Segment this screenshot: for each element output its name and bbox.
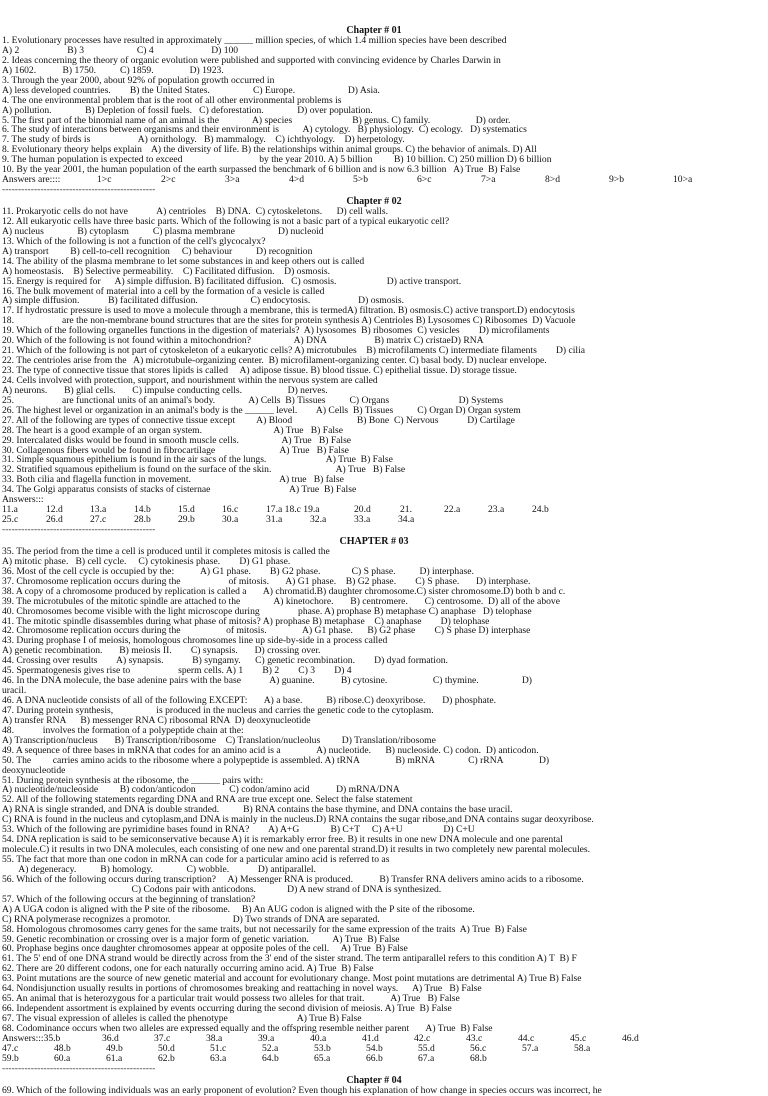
answer-entry: 49.b <box>106 1042 123 1054</box>
question-line: A) neurons. B) glial cells. C) impulse conducting cells. D) nerves. <box>2 384 328 396</box>
question-line: 15. Energy is required for A) simple diffusion. B) facilitated diffusion. C) osmosis. D) active transport. <box>2 275 462 287</box>
question-line: A) mitotic phase. B) cell cycle. C) cytokinesis phase. D) G1 phase. <box>2 555 291 567</box>
answer-entry: 62.b <box>158 1052 175 1064</box>
answer-entry: 1>c <box>97 174 112 186</box>
answer-entry: 44.c <box>518 1032 535 1044</box>
chapter-title: CHAPTER # 03 <box>339 535 409 547</box>
question-line: 68. Codominance occurs when two alleles are expressed equally and the offspring resemble neither parent A) True B) False <box>2 1022 493 1034</box>
answer-entry: 22.a <box>444 504 461 516</box>
question-line: 63. Point mutations are the source of new genetic material and account for evolutionary change. Most point mutations are detrimental A) True B) False <box>2 973 582 985</box>
question-line: 24. Cells involved with protection, support, and nourishment within the nervous system are called <box>2 374 378 386</box>
answer-entry: 13.a <box>90 504 107 516</box>
question-line: A) 1602. B) 1750. C) 1859. D) 1923. <box>2 64 224 76</box>
question-line: A) pollution. B) Depletion of fossil fuels. C) deforestation. D) over population. <box>2 104 373 116</box>
answer-entry: 56.c <box>470 1042 487 1054</box>
answer-entry: 15.d <box>178 504 195 516</box>
answer-entry: 41.d <box>362 1032 379 1044</box>
question-line: 46. In the DNA molecule, the base adenine pairs with the base A) guanine. B) cytosine. C) thymine. D) <box>2 675 532 687</box>
question-line: 40. Chromosomes become visible with the light microscope during phase. A) prophase B) metaphase C) anaphase D) telophase <box>2 605 532 617</box>
answer-entry: 14.b <box>134 504 151 516</box>
answer-entry: 47.c <box>2 1042 19 1054</box>
question-line: uracil. <box>2 685 27 697</box>
chapter-title: Chapter # 02 <box>346 196 402 207</box>
answer-entry: 31.a <box>266 514 283 526</box>
question-line: 1. Evolutionary processes have resulted in approximately ______ million species, of which 1.4 million species have been described <box>2 35 507 46</box>
answer-entry: 30.a <box>222 514 239 526</box>
answer-entry: 6>c <box>417 174 432 186</box>
answer-entry: 53.b <box>314 1042 331 1054</box>
answer-entry: 52.a <box>262 1042 279 1054</box>
answer-entry: 60.a <box>54 1052 71 1064</box>
question-line: 17. If hydrostatic pressure is used to move a molecule through a membrane, this is termedA) filtration. B) osmosis.C) active transport.D) endocytosis <box>2 305 575 317</box>
answer-entry: 17.a 18.c 19.a <box>266 504 320 516</box>
chapter-1-lines <box>2 36 746 175</box>
question-line: 43. During prophase I of meiosis, homologous chromosomes line up side-by-side in a process called <box>2 635 388 647</box>
answer-entry: 23.a <box>488 504 505 516</box>
question-line: 54. DNA replication is said to be semiconservative because A) it is remarkably error free. B) it results in one new DNA molecule and one parental <box>2 834 563 846</box>
answer-entry: 5>b <box>353 174 369 186</box>
answer-entry: 34.a <box>398 514 415 526</box>
question-line: 64. Nondisjunction usually results in portions of chromosomes breaking and reattaching in novel ways. A) True B) False <box>2 983 482 995</box>
question-line: deoxynucleotide <box>2 764 66 776</box>
question-line: 65. An animal that is heterozygous for a particular trait would possess two alleles for that trait. A) True B) False <box>2 993 460 1005</box>
answer-entry: 64.b <box>262 1052 279 1064</box>
question-line: 61. The 5' end of one DNA strand would be directly across from the 3' end of the sister strand. The term antiparallel refers to this condition A) T B) F <box>2 953 577 965</box>
chapter-2-lines <box>2 207 746 495</box>
question-line: 53. Which of the following are pyrimidine bases found in RNA? A) A+G B) C+T C) A+U D) C+U <box>2 824 475 836</box>
question-line: C) RNA polymerase recognizes a promotor. D) Two strands of DNA are separated. <box>2 913 380 925</box>
question-line: 26. The highest level or organization in an animal's body is the ______ level. A) Cells B) Tissues C) Organ D) Organ system <box>2 404 521 416</box>
question-line: 5. The first part of the binomial name of an animal is the A) species B) genus. C) family. D) order. <box>2 114 511 126</box>
answer-entry: 50.d <box>158 1042 175 1054</box>
answer-entry: 3>a <box>225 174 240 186</box>
question-line: 23. The type of connective tissue that stores lipids is called A) adipose tissue. B) blood tissue. C) epithelial tissue. D) storage tissue. <box>2 365 517 376</box>
answer-entry: 63.a <box>210 1052 227 1064</box>
question-line: 8. Evolutionary theory helps explain A) the diversity of life. B) the relationships within animal groups. C) the behavior of animals. D) All <box>2 144 537 156</box>
answer-entry: 27.c <box>90 514 107 526</box>
answer-entry: 65.a <box>314 1052 331 1064</box>
chapter-3 <box>2 536 746 1074</box>
question-line: 69. Which of the following individuals was an early proponent of evolution? Even though his explanation of how change in species occurs was incorrect, he <box>2 1084 602 1096</box>
answer-entry: 67.a <box>418 1052 435 1064</box>
answer-entry: 11.a <box>2 504 18 516</box>
chapter-4 <box>2 1075 746 1096</box>
question-line: 47. During protein synthesis, is produced in the nucleus and carries the genetic code to the cytoplasm. <box>2 704 434 716</box>
answer-entry: 58.a <box>574 1042 591 1054</box>
question-line: 14. The ability of the plasma membrane to let some substances in and keep others out is called <box>2 255 365 267</box>
question-line: 3. Through the year 2000, about 92% of population growth occurred in <box>2 74 275 86</box>
question-line: 13. Which of the following is not a function of the cell's glycocalyx? <box>2 235 266 247</box>
answer-entry: 16.c <box>222 504 239 516</box>
answer-entry: 43.c <box>466 1032 483 1044</box>
chapter-3-lines <box>2 547 746 1034</box>
question-line: 35. The period from the time a cell is produced until it completes mitosis is called the <box>2 545 330 557</box>
answer-entry: 21. <box>400 504 412 516</box>
question-line: 7. The study of birds is A) ornithology. B) mammalogy. C) ichthyology. D) herpetology. <box>2 134 405 146</box>
question-line: A) nucleus B) cytoplasm C) plasma membrane D) nucleoid <box>2 225 324 237</box>
question-line: A) less developed countries. B) the United States. C) Europe. D) Asia. <box>2 84 380 96</box>
question-line: 19. Which of the following organelles functions in the digestion of materials? A) lysosomes B) ribosomes C) vesicles D) microfilaments <box>2 325 550 337</box>
question-line: A) homeostasis. B) Selective permeability. C) Facilitated diffusion. D) osmosis. <box>2 265 331 277</box>
question-line: 22. The centrioles arise from the A) microtubule-organizing center. B) microfilament-organizing center. C) basal body. D) nuclear envelope. <box>2 355 547 367</box>
question-line: 27. All of the following are types of connective tissue except A) Blood B) Bone C) Nervous D) Cartilage <box>2 414 515 426</box>
question-line: 4. The one environmental problem that is the root of all other environmental problems is <box>2 94 342 106</box>
question-line: 11. Prokaryotic cells do not have A) centrioles B) DNA. C) cytoskeletons. D) cell walls. <box>2 206 388 217</box>
question-line: C) Codons pair with anticodons. D) A new strand of DNA is synthesized. <box>2 883 442 895</box>
answer-entry: 7>a <box>481 174 496 186</box>
answer-entry: 10>a <box>673 174 693 186</box>
answer-entry: 32.a <box>310 514 327 526</box>
answer-entry: 29.b <box>178 514 195 526</box>
question-line: A) transfer RNA B) messenger RNA C) ribosomal RNA D) deoxynucleotide <box>2 714 311 726</box>
answer-entry: 4>d <box>289 174 305 186</box>
answer-entry: 37.c <box>154 1032 171 1044</box>
question-line: 60. Prophase begins once daughter chromosomes appear at opposite poles of the cell. A) True B) False <box>2 943 408 955</box>
answer-entry: 55.d <box>418 1042 435 1054</box>
answer-entry: 40.a <box>310 1032 327 1044</box>
answer-entry: 42.c <box>414 1032 431 1044</box>
question-line: 46. A DNA nucleotide consists of all of the following EXCEPT: A) a base. B) ribose.C) deoxyribose. D) phosphate. <box>2 695 497 706</box>
question-line: 41. The mitotic spindle disassembles during what phase of mitosis? A) prophase B) metaphase C) anaphase D) telophase <box>2 615 490 627</box>
question-line: 57. Which of the following occurs at the beginning of translation? <box>2 893 256 905</box>
answer-entry: 45.c <box>570 1032 587 1044</box>
question-line: A) 2 B) 3 C) 4 D) 100 <box>2 44 239 56</box>
question-line: 29. Intercalated disks would be found in smooth muscle cells. A) True B) False <box>2 434 352 446</box>
answer-entry: 24.b <box>532 504 549 516</box>
question-line: A) nucleotide/nucleoside B) codon/anticodon C) codon/amino acid D) mRNA/DNA <box>2 784 400 796</box>
question-line: 28. The heart is a good example of an organ system. A) True B) False <box>2 424 343 436</box>
question-line: 6. The study of interactions between organisms and their environment is A) cytology. B) physiology. C) ecology. D) systematics <box>2 124 527 136</box>
question-line: 66. Independent assortment is explained by events occurring during the second division of meiosis. A) True B) False <box>2 1003 452 1015</box>
question-line: 30. Collagenous fibers would be found in fibrocartilage A) True B) False <box>2 444 349 456</box>
answer-entry: 54.b <box>366 1042 383 1054</box>
question-line: 48. involves the formation of a polypeptide chain at the: <box>2 724 244 736</box>
question-line: 36. Most of the cell cycle is occupied by the: A) G1 phase. B) G2 phase. C) S phase. D) interphase. <box>2 565 474 577</box>
answer-entry: 26.d <box>46 514 63 526</box>
question-line: 9. The human population is expected to exceed by the year 2010. A) 5 billion B) 10 billion. C) 250 million D) 6 billion <box>2 154 552 166</box>
question-line: A) A UGA codon is aligned with the P site of the ribosome. B) An AUG codon is aligned with the P site of the ribosome. <box>2 903 475 915</box>
separator: ------------------------------------------------ <box>2 524 156 535</box>
answer-entry: 33.a <box>354 514 371 526</box>
question-line: 10. By the year 2001, the human population of the earth surpassed the benchmark of 6 billion and is now 6.3 billion A) True B) False <box>2 164 521 176</box>
answer-key-label: Answers:::35.b <box>2 1032 61 1044</box>
question-line: 32. Stratified squamous epithelium is found on the surface of the skin. A) True B) False <box>2 464 406 476</box>
separator: ------------------------------------------------ <box>2 1062 156 1074</box>
question-line: 56. Which of the following occurs during transcription? A) Messenger RNA is produced. B) Transfer RNA delivers amino acids to a ribosome. <box>2 873 584 885</box>
question-line: 16. The bulk movement of material into a cell by the formation of a vesicle is called <box>2 285 325 297</box>
question-line: A) RNA is single stranded, and DNA is double stranded. B) RNA contains the base thymine, and DNA contains the base uracil. <box>2 804 513 816</box>
question-line: C) RNA is found in the nucleus and cytoplasm,and DNA is mainly in the nucleus.D) RNA contains the sugar ribose,and DNA contains sugar deoxyribose. <box>2 814 594 826</box>
question-line: 52. All of the following statements regarding DNA and RNA are true except one. Select the false statement <box>2 794 413 806</box>
answer-entry: 48.b <box>54 1042 71 1054</box>
question-line: 39. The microtubules of the mitotic spindle are attached to the A) kinetochore. B) centromere. C) centrosome. D) all of the above <box>2 595 560 607</box>
question-line: 37. Chromosome replication occurs during the of mitosis. A) G1 phase. B) G2 phase. C) S phase. D) interphase. <box>2 575 531 587</box>
question-line: 45. Spermatogenesis gives rise to sperm cells. A) 1 B) 2 C) 3 D) 4 <box>2 665 352 677</box>
answer-entry: 8>d <box>545 174 561 186</box>
question-line: 33. Both cilia and flagella function in movement. A) true B) false <box>2 474 344 486</box>
chapter-title: Chapter # 01 <box>346 25 402 36</box>
answer-key-row <box>2 505 746 515</box>
question-line: 55. The fact that more than one codon in mRNA can code for a particular amino acid is referred to as <box>2 854 390 865</box>
question-line: 50. The carries amino acids to the ribosome where a polypeptide is assembled. A) tRNA B) mRNA C) rRNA D) <box>2 754 550 766</box>
question-line: 18. are the non-membrane bound structures that are the sites for protein synthesis A) Centrioles B) Lysosomes C) Ribosomes D) Vacuole <box>2 315 576 327</box>
question-line: 31. Simple squamous epithelium is found in the air sacs of the lungs. A) True B) False <box>2 454 393 466</box>
question-line: molecule.C) it results in two DNA molecules, each consisting of one new and one parental strand.D) it results in two completely new parental molecules. <box>2 844 590 856</box>
answer-entry: 59.b <box>2 1052 19 1064</box>
answer-entry: 61.a <box>106 1052 123 1064</box>
question-line: 51. During protein synthesis at the ribosome, the ______ pairs with: <box>2 774 264 786</box>
answer-entry: 12.d <box>46 504 63 516</box>
answer-entry: 57.a <box>522 1042 539 1054</box>
answer-entry: 25.c <box>2 514 19 526</box>
question-line: 59. Genetic recombination or crossing over is a major form of genetic variation. A) True B) False <box>2 933 400 945</box>
question-line: 58. Homologous chromosomes carry genes for the same traits, but not necessarily for the same expression of the traits A) True B) False <box>2 923 527 935</box>
answer-entry: 51.c <box>210 1042 227 1054</box>
question-line: 44. Crossing over results A) synapsis. B) syngamy. C) genetic recombination. D) dyad formation. <box>2 655 448 667</box>
answer-entry: 2>c <box>161 174 176 186</box>
question-line: A) transport B) cell-to-cell recognition C) behaviour D) recognition <box>2 245 313 257</box>
chapter-2 <box>2 196 746 535</box>
question-line: A) Transcription/nucleus B) Transcription/ribosome C) Translation/nucleolus D) Translation/ribosome <box>2 734 436 746</box>
question-line: 67. The visual expression of alleles is called the phenotype A) True B) False <box>2 1013 362 1024</box>
question-line: A) simple diffusion. B) facilitated diffusion. C) endocytosis. D) osmosis. <box>2 295 405 307</box>
question-line: 21. Which of the following is not part of cytoskeleton of a eukaryotic cells? A) microtubules B) microfilaments C) intermediate filaments D) cilia <box>2 345 586 357</box>
answer-entry: 38.a <box>206 1032 223 1044</box>
question-line: 34. The Golgi apparatus consists of stacks of cisternae A) True B) False <box>2 484 357 496</box>
chapter-1 <box>2 25 746 195</box>
question-line: 62. There are 20 different codons, one for each naturally occurring amino acid. A) True B) False <box>2 963 374 975</box>
question-line: 42. Chromosome replication occurs during the of mitosis. A) G1 phase. B) G2 phase C) S phase D) interphase <box>2 625 531 637</box>
question-line: A) degeneracy. B) homology. C) wobble. D) antiparallel. <box>2 863 316 875</box>
answer-entry: 39.a <box>258 1032 275 1044</box>
question-line: 49. A sequence of three bases in mRNA that codes for an amino acid is a A) nucleotide. B) nucleoside. C) codon. D) anticodon. <box>2 744 539 756</box>
separator: ------------------------------------------------ <box>2 184 156 196</box>
answer-key-label: Answers are:::: <box>2 174 61 186</box>
question-line: 20. Which of the following is not found within a mitochondrion? A) DNA B) matrix C) cristaeD) RNA <box>2 335 484 347</box>
answer-entry: 9>b <box>609 174 625 186</box>
chapter-title: Chapter # 04 <box>346 1074 402 1086</box>
answer-entry: 68.b <box>470 1052 487 1064</box>
answer-key-label: Answers::: <box>2 494 44 506</box>
question-line: A) genetic recombination. B) meiosis II. C) synapsis. D) crossing over. <box>2 645 321 657</box>
question-line: 38. A copy of a chromosome produced by replication is called a A) chromatid.B) daughter chromosome.C) sister chromosome.D) both b and c. <box>2 585 566 597</box>
answer-entry: 28.b <box>134 514 151 526</box>
answer-entry: 36.d <box>102 1032 119 1044</box>
answer-entry: 46.d <box>622 1032 639 1044</box>
answer-entry: 20.d <box>354 504 371 516</box>
question-line: 25. are functional units of an animal's body. A) Cells B) Tissues C) Organs D) Systems <box>2 394 504 406</box>
question-line: 2. Ideas concerning the theory of organic evolution were published and supported with convincing evidence by Charles Darwin in <box>2 54 501 66</box>
answer-entry: 66.b <box>366 1052 383 1064</box>
question-line: 12. All eukaryotic cells have three basic parts. Which of the following is not a basic part of a typical eukaryotic cell? <box>2 215 450 227</box>
